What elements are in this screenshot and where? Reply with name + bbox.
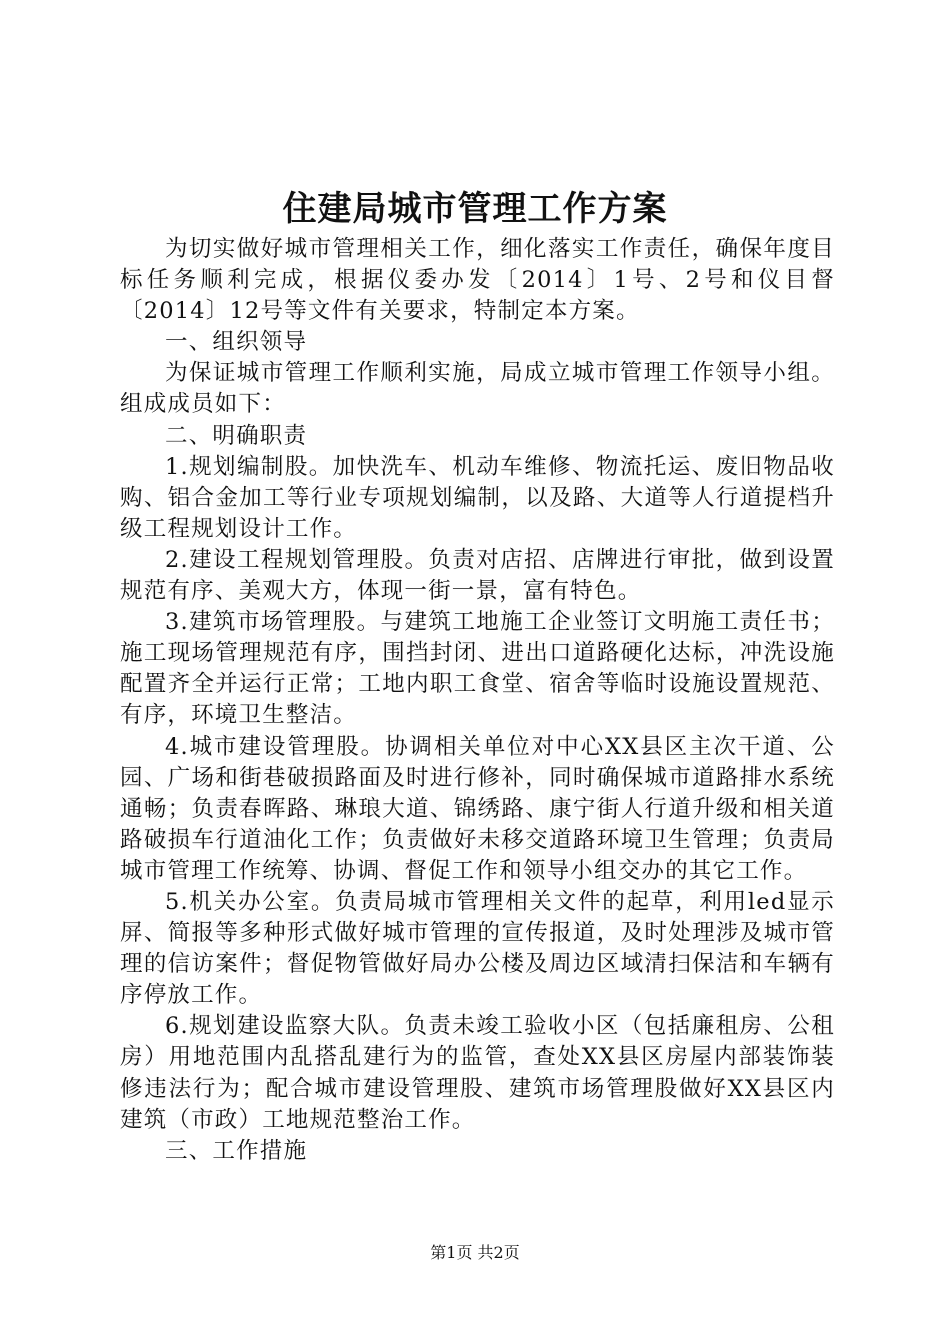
document-title: 住建局城市管理工作方案 xyxy=(282,189,668,229)
paragraph-duty-6: 6.规划建设监察大队。负责未竣工验收小区（包括廉租房、公租房）用地范围内乱搭乱建行为的监管，查处XX县区房屋内部装饰装修违法行为；配合城市建设管理股、建筑市场管理股做好XX县区内建筑（市政）工地规范整治工作。 xyxy=(120,1013,835,1133)
document-body xyxy=(120,234,835,1167)
paragraph-duty-3: 3.建筑市场管理股。与建筑工地施工企业签订文明施工责任书；施工现场管理规范有序，围挡封闭、进出口道路硬化达标，冲洗设施配置齐全并运行正常；工地内职工食堂、宿舍等临时设施设置规范、有序，环境卫生整洁。 xyxy=(120,609,835,729)
section-heading-organization: 一、组织领导 xyxy=(165,329,308,356)
paragraph-duty-5: 5.机关办公室。负责局城市管理相关文件的起草，利用led显示屏、简报等多种形式做好城市管理的宣传报道，及时处理涉及城市管理的信访案件；督促物管做好局办公楼及周边区域清扫保洁和车辆有序停放工作。 xyxy=(120,888,835,1009)
paragraph-organization: 为保证城市管理工作顺利实施，局成立城市管理工作领导小组。组成成员如下： xyxy=(120,360,835,418)
paragraph-duty-2: 2.建设工程规划管理股。负责对店招、店牌进行审批，做到设置规范有序、美观大方，体现一街一景，富有特色。 xyxy=(120,546,835,605)
paragraph-duty-1: 1.规划编制股。加快洗车、机动车维修、物流托运、废旧物品收购、铝合金加工等行业专项规划编制，以及路、大道等人行道提档升级工程规划设计工作。 xyxy=(120,453,835,542)
paragraph-intro: 为切实做好城市管理相关工作，细化落实工作责任，确保年度目标任务顺利完成，根据仪委办发〔2014〕1号、2号和仪目督〔2014〕12号等文件有关要求，特制定本方案。 xyxy=(120,236,835,325)
section-heading-duties: 二、明确职责 xyxy=(165,422,308,449)
page-footer: 第1页 共2页 xyxy=(430,1243,520,1262)
paragraph-duty-4: 4.城市建设管理股。协调相关单位对中心XX县区主次干道、公园、广场和街巷破损路面及时进行修补，同时确保城市道路排水系统通畅；负责春晖路、琳琅大道、锦绣路、康宁街人行道升级和相关道路破损车行道油化工作；负责做好未移交道路环境卫生管理；负责局城市管理工作统筹、协调、督促工作和领导小组交办的其它工作。 xyxy=(120,733,835,884)
section-heading-measures: 三、工作措施 xyxy=(165,1137,308,1164)
